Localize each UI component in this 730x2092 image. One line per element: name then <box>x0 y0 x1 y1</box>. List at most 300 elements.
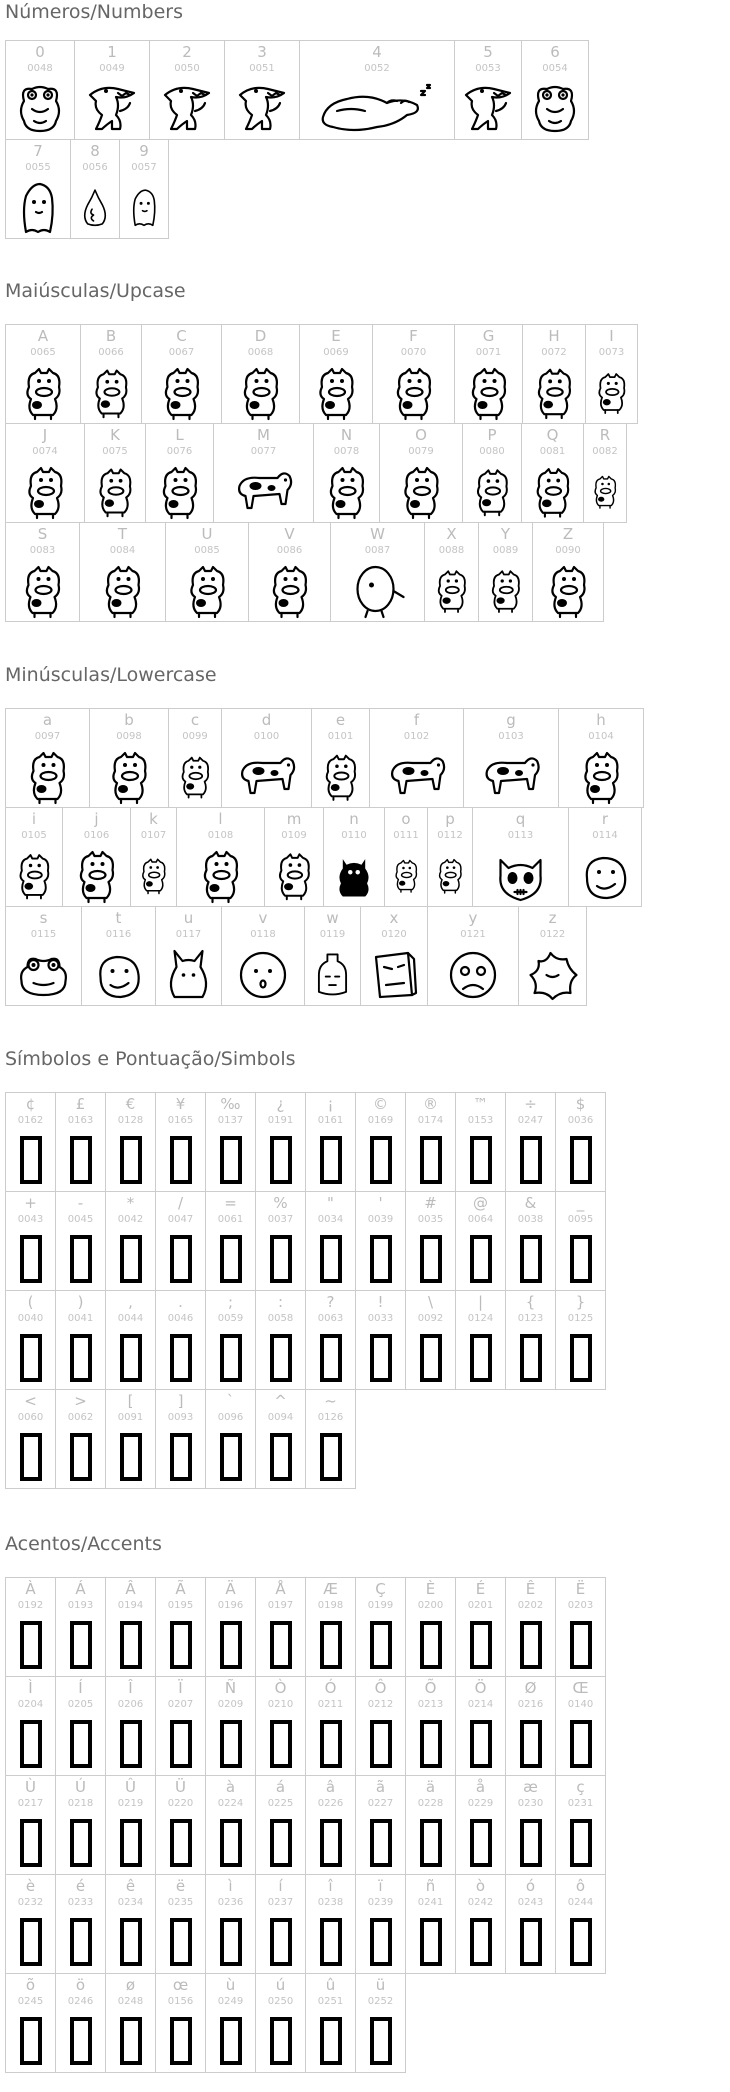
missing-glyph-box <box>156 1430 205 1484</box>
notdef-box <box>70 1621 92 1669</box>
glyph-cell <box>130 807 177 907</box>
glyph-code: 0237 <box>267 1897 294 1908</box>
glyph-code: 0213 <box>417 1699 444 1710</box>
glyph-cell <box>55 1389 106 1489</box>
glyph-code: 0076 <box>166 446 193 457</box>
cow-glyph <box>312 749 369 803</box>
glyph-cell <box>5 423 85 523</box>
glyph-grid <box>5 708 643 1005</box>
glyph-character: f <box>413 711 420 729</box>
glyph-character: g <box>506 711 516 729</box>
notdef-box <box>70 1136 92 1184</box>
section-title: Números/Numbers <box>5 1 183 23</box>
glyph-character: " <box>327 1194 334 1212</box>
glyph-code: 0092 <box>417 1313 444 1324</box>
missing-glyph-box <box>406 1915 455 1969</box>
glyph-character: ) <box>77 1293 84 1311</box>
glyph-code: 0210 <box>267 1699 294 1710</box>
glyph-character: t <box>115 909 122 927</box>
notdef-box <box>170 1136 192 1184</box>
glyph-cell <box>305 1775 356 1875</box>
missing-glyph-box <box>6 1232 55 1286</box>
glyph-cell <box>405 1676 456 1776</box>
notdef-box <box>370 1334 392 1382</box>
glyph-code: 0244 <box>567 1897 594 1908</box>
round-face-glyph <box>222 947 304 1001</box>
glyph-code: 0217 <box>17 1798 44 1809</box>
notdef-box <box>220 1334 242 1382</box>
glyph-cell <box>205 1290 256 1390</box>
glyph-character: 9 <box>139 142 149 160</box>
glyph-cell <box>355 1874 406 1974</box>
glyph-character: Q <box>546 426 559 444</box>
glyph-character: P <box>487 426 497 444</box>
glyph-code: 0239 <box>367 1897 394 1908</box>
notdef-box <box>20 1136 42 1184</box>
missing-glyph-box <box>256 1816 305 1870</box>
notdef-box <box>220 1918 242 1966</box>
glyph-character: c <box>190 711 200 729</box>
glyph-code: 0161 <box>317 1115 344 1126</box>
glyph-character: û <box>325 1976 336 1994</box>
glyph-cell <box>355 1191 406 1291</box>
notdef-box <box>120 2017 142 2065</box>
glyph-code: 0048 <box>27 63 53 74</box>
missing-glyph-box <box>106 1133 155 1187</box>
glyph-character: 6 <box>550 43 560 61</box>
glyph-character: £ <box>75 1095 86 1113</box>
notdef-box <box>470 1334 492 1382</box>
glyph-cell <box>55 1290 106 1390</box>
glyph-cell <box>555 1191 606 1291</box>
missing-glyph-box <box>106 1717 155 1771</box>
glyph-code: 0109 <box>281 830 307 841</box>
glyph-cell <box>405 1290 456 1390</box>
notdef-box <box>120 1136 142 1184</box>
glyph-character: Œ <box>572 1679 589 1697</box>
missing-glyph-box <box>56 2014 105 2068</box>
glyph-character: Z <box>562 525 574 543</box>
glyph-character: 2 <box>182 43 192 61</box>
missing-glyph-box <box>356 1331 405 1385</box>
glyph-code: 0049 <box>99 63 125 74</box>
glyph-code: 0234 <box>117 1897 144 1908</box>
cow-glyph <box>90 749 168 803</box>
glyph-character: : <box>277 1293 284 1311</box>
glyph-row <box>5 522 637 621</box>
glyph-code: 0219 <box>117 1798 144 1809</box>
notdef-box <box>370 2017 392 2065</box>
missing-glyph-box <box>356 1133 405 1187</box>
glyph-code: 0212 <box>367 1699 394 1710</box>
glyph-code: 0196 <box>217 1600 244 1611</box>
glyph-cell <box>5 324 81 424</box>
cow-glyph <box>142 365 221 419</box>
notdef-box <box>470 1235 492 1283</box>
glyph-character: F <box>409 327 418 345</box>
glyph-character: Ç <box>375 1580 386 1598</box>
glyph-code: 0228 <box>417 1798 444 1809</box>
missing-glyph-box <box>306 1915 355 1969</box>
glyph-code: 0105 <box>21 830 47 841</box>
glyph-code: 0041 <box>67 1313 94 1324</box>
glyph-cell <box>360 906 428 1006</box>
glyph-cell <box>405 1191 456 1291</box>
glyph-character: 1 <box>107 43 117 61</box>
glyph-row <box>5 40 588 139</box>
glyph-cell <box>455 1290 506 1390</box>
notdef-box <box>370 1621 392 1669</box>
glyph-character: I <box>609 327 614 345</box>
glyph-cell <box>105 1290 156 1390</box>
notdef-box <box>570 1819 592 1867</box>
notdef-box <box>170 1334 192 1382</box>
notdef-box <box>570 1334 592 1382</box>
notdef-box <box>220 1433 242 1481</box>
glyph-cell <box>305 1577 356 1677</box>
glyph-code: 0034 <box>317 1214 344 1225</box>
glyph-character: d <box>261 711 272 729</box>
notdef-box <box>420 1334 442 1382</box>
glyph-character: . <box>178 1293 183 1311</box>
glyph-code: 0079 <box>408 446 434 457</box>
notdef-box <box>320 1334 342 1382</box>
glyph-cell <box>155 1676 206 1776</box>
glyph-character: ? <box>326 1293 335 1311</box>
glyph-cell <box>555 1775 606 1875</box>
croc-glyph <box>455 81 521 135</box>
notdef-box <box>270 1235 292 1283</box>
notdef-box <box>470 1918 492 1966</box>
glyph-cell <box>155 1290 206 1390</box>
glyph-code: 0044 <box>117 1313 144 1324</box>
cow-glyph <box>584 464 626 518</box>
glyph-character: ô <box>575 1877 586 1895</box>
glyph-character: a <box>42 711 53 729</box>
glyph-cell <box>205 1389 256 1489</box>
glyph-character: o <box>401 810 411 828</box>
glyph-code: 0060 <box>17 1412 44 1423</box>
glyph-character: ï <box>378 1877 383 1895</box>
glyph-character: u <box>183 909 194 927</box>
glyph-cell <box>5 1092 56 1192</box>
missing-glyph-box <box>506 1133 555 1187</box>
glyph-code: 0238 <box>317 1897 344 1908</box>
glyph-cell <box>355 1290 406 1390</box>
glyph-cell <box>568 807 642 907</box>
glyph-character: i <box>31 810 37 828</box>
glyph-code: 0246 <box>67 1996 94 2007</box>
glyph-cell <box>62 807 131 907</box>
missing-glyph-box <box>256 1717 305 1771</box>
glyph-code: 0064 <box>467 1214 494 1225</box>
glyph-character: B <box>105 327 117 345</box>
notdef-box <box>120 1433 142 1481</box>
missing-glyph-box <box>406 1618 455 1672</box>
glyph-code: 0040 <box>17 1313 44 1324</box>
glyph-character: b <box>124 711 134 729</box>
glyph-cell <box>355 1973 406 2073</box>
glyph-code: 0059 <box>217 1313 244 1324</box>
glyph-code: 0229 <box>467 1798 494 1809</box>
notdef-box <box>320 1720 342 1768</box>
section-title: Maiúsculas/Upcase <box>5 280 186 302</box>
notdef-box <box>220 1720 242 1768</box>
pear-blob-glyph <box>71 180 119 234</box>
notdef-box <box>320 1433 342 1481</box>
glyph-code: 0225 <box>267 1798 294 1809</box>
missing-glyph-box <box>156 2014 205 2068</box>
glyph-cell <box>105 1389 156 1489</box>
glyph-code: 0036 <box>567 1115 594 1126</box>
glyph-code: 0169 <box>367 1115 394 1126</box>
missing-glyph-box <box>56 1816 105 1870</box>
glyph-code: 0206 <box>117 1699 144 1710</box>
glyph-code: 0043 <box>17 1214 44 1225</box>
glyph-code: 0242 <box>467 1897 494 1908</box>
glyph-cell <box>355 1092 406 1192</box>
glyph-character: \ <box>427 1293 434 1311</box>
glyph-character: Í <box>78 1679 83 1697</box>
missing-glyph-box <box>556 1232 605 1286</box>
notdef-box <box>420 1136 442 1184</box>
notdef-box <box>20 1334 42 1382</box>
missing-glyph-box <box>56 1232 105 1286</box>
notdef-box <box>170 1918 192 1966</box>
glyph-character: ~ <box>324 1392 337 1410</box>
glyph-code: 0108 <box>207 830 234 841</box>
notdef-box <box>370 1235 392 1283</box>
glyph-cell <box>454 324 523 424</box>
glyph-code: 0089 <box>492 545 519 556</box>
glyph-code: 0226 <box>317 1798 344 1809</box>
missing-glyph-box <box>256 1430 305 1484</box>
big-cow-glyph <box>464 749 558 803</box>
glyph-character: N <box>340 426 353 444</box>
missing-glyph-box <box>556 1331 605 1385</box>
missing-glyph-box <box>306 1331 355 1385</box>
egg-cow-glyph <box>331 563 424 617</box>
glyph-character: Ö <box>474 1679 487 1697</box>
glyph-cell <box>70 139 120 239</box>
glyph-character: s <box>39 909 48 927</box>
missing-glyph-box <box>6 1430 55 1484</box>
glyph-character: K <box>110 426 120 444</box>
glyph-row <box>5 1874 605 1973</box>
glyph-code: 0056 <box>82 162 108 173</box>
missing-glyph-box <box>506 1915 555 1969</box>
glyph-character: Æ <box>323 1580 338 1598</box>
glyph-character: ' <box>378 1194 383 1212</box>
notdef-box <box>570 1621 592 1669</box>
glyph-cell <box>105 1191 156 1291</box>
glyph-cell <box>224 40 300 140</box>
glyph-cell <box>369 708 464 808</box>
glyph-code: 0069 <box>323 347 349 358</box>
notdef-box <box>120 1621 142 1669</box>
glyph-code: 0047 <box>167 1214 194 1225</box>
glyph-character: ¡ <box>327 1095 334 1113</box>
glyph-code: 0124 <box>467 1313 494 1324</box>
missing-glyph-box <box>6 2014 55 2068</box>
cow-glyph <box>265 848 323 902</box>
glyph-cell <box>305 1874 356 1974</box>
glyph-code: 0104 <box>588 731 614 742</box>
ghost-blob-glyph <box>6 180 70 234</box>
glyph-character: Ä <box>225 1580 236 1598</box>
glyph-cell <box>255 1389 306 1489</box>
glyph-cell <box>478 522 533 622</box>
glyph-code: 0072 <box>541 347 567 358</box>
missing-glyph-box <box>206 1618 255 1672</box>
glyph-cell <box>155 906 222 1006</box>
glyph-cell <box>255 1775 306 1875</box>
cow-glyph <box>455 365 522 419</box>
glyph-character: e <box>335 711 346 729</box>
missing-glyph-box <box>6 1816 55 1870</box>
notdef-box <box>420 1819 442 1867</box>
notdef-box <box>520 1819 542 1867</box>
glyph-character: Y <box>500 525 511 543</box>
glyph-code: 0163 <box>67 1115 94 1126</box>
glyph-character: J <box>42 426 48 444</box>
glyph-cell <box>141 324 222 424</box>
missing-glyph-box <box>406 1232 455 1286</box>
notdef-box <box>470 1621 492 1669</box>
glyph-cell <box>555 1577 606 1677</box>
glyph-cell <box>405 1775 456 1875</box>
glyph-code: 0066 <box>98 347 124 358</box>
glyph-character: $ <box>575 1095 586 1113</box>
big-cow-glyph <box>370 749 463 803</box>
glyph-code: 0251 <box>317 1996 344 2007</box>
glyph-character: / <box>177 1194 184 1212</box>
glyph-cell <box>5 807 63 907</box>
glyph-code: 0113 <box>507 830 534 841</box>
glyph-cell <box>305 1389 356 1489</box>
glyph-row <box>5 1973 605 2072</box>
notdef-box <box>220 2017 242 2065</box>
notdef-box <box>220 1235 242 1283</box>
missing-glyph-box <box>256 1232 305 1286</box>
cow-glyph <box>373 365 454 419</box>
notdef-box <box>220 1819 242 1867</box>
glyph-cell <box>5 1973 56 2073</box>
glyph-row <box>5 1290 605 1389</box>
glyph-character: Ø <box>524 1679 537 1697</box>
missing-glyph-box <box>556 1717 605 1771</box>
glyph-character: 3 <box>257 43 267 61</box>
glyph-cell <box>299 324 373 424</box>
missing-glyph-box <box>256 1915 305 1969</box>
notdef-box <box>270 2017 292 2065</box>
glyph-character: Ñ <box>224 1679 237 1697</box>
glyph-code: 0093 <box>167 1412 194 1423</box>
glyph-code: 0117 <box>175 929 202 940</box>
glyph-code: 0057 <box>131 162 157 173</box>
missing-glyph-box <box>206 1717 255 1771</box>
glyph-row <box>5 1676 605 1775</box>
glyph-cell <box>5 1874 56 1974</box>
missing-glyph-box <box>456 1717 505 1771</box>
missing-glyph-box <box>6 1331 55 1385</box>
cow-glyph <box>166 563 248 617</box>
croc-glyph <box>225 81 299 135</box>
notdef-box <box>270 1136 292 1184</box>
glyph-character: æ <box>523 1778 538 1796</box>
missing-glyph-box <box>556 1915 605 1969</box>
glyph-code: 0230 <box>517 1798 544 1809</box>
glyph-code: 0202 <box>517 1600 544 1611</box>
glyph-cell <box>555 1290 606 1390</box>
glyph-cell <box>555 1092 606 1192</box>
glyph-cell <box>518 906 587 1006</box>
missing-glyph-box <box>306 1618 355 1672</box>
glyph-character: L <box>175 426 184 444</box>
glyph-code: 0120 <box>381 929 407 940</box>
glyph-cell <box>119 139 169 239</box>
missing-glyph-box <box>356 1618 405 1672</box>
glyph-code: 0218 <box>67 1798 94 1809</box>
glyph-character: © <box>373 1095 388 1113</box>
glyph-code: 0193 <box>67 1600 94 1611</box>
glyph-code: 0038 <box>517 1214 544 1225</box>
glyph-character: É <box>475 1580 486 1598</box>
face-blob-glyph <box>82 947 155 1001</box>
glyph-grid <box>5 1092 605 1488</box>
glyph-code: 0095 <box>567 1214 594 1225</box>
glyph-cell <box>427 906 519 1006</box>
glyph-character: 5 <box>483 43 493 61</box>
cow-glyph <box>63 848 130 902</box>
glyph-cell <box>155 1092 206 1192</box>
glyph-row <box>5 139 588 238</box>
glyph-cell <box>255 1191 306 1291</box>
notdef-box <box>420 1235 442 1283</box>
missing-glyph-box <box>406 1331 455 1385</box>
glyph-character: Â <box>125 1580 136 1598</box>
glyph-code: 0068 <box>247 347 274 358</box>
glyph-code: 0114 <box>592 830 618 841</box>
glyph-code: 0214 <box>467 1699 494 1710</box>
notdef-box <box>120 1235 142 1283</box>
glyph-code: 0201 <box>467 1600 494 1611</box>
glyph-cell <box>255 1577 306 1677</box>
glyph-code: 0235 <box>167 1897 194 1908</box>
glyph-code: 0078 <box>333 446 360 457</box>
glyph-cell <box>5 1775 56 1875</box>
glyph-cell <box>105 1676 156 1776</box>
frog-glyph <box>522 81 588 135</box>
notdef-box <box>170 1235 192 1283</box>
glyph-character: _ <box>576 1194 585 1212</box>
glyph-cell <box>5 139 71 239</box>
glyph-cell <box>311 708 370 808</box>
glyph-cell <box>355 1775 406 1875</box>
glyph-cell <box>105 1874 156 1974</box>
missing-glyph-box <box>106 2014 155 2068</box>
notdef-box <box>470 1720 492 1768</box>
missing-glyph-box <box>306 1232 355 1286</box>
glyph-cell <box>5 1389 56 1489</box>
glyph-code: 0199 <box>367 1600 394 1611</box>
glyph-code: 0232 <box>17 1897 44 1908</box>
notdef-box <box>220 1621 242 1669</box>
glyph-character: V <box>284 525 295 543</box>
missing-glyph-box <box>556 1618 605 1672</box>
section-title: Símbolos e Pontuação/Simbols <box>5 1048 296 1070</box>
glyph-character: - <box>77 1194 84 1212</box>
